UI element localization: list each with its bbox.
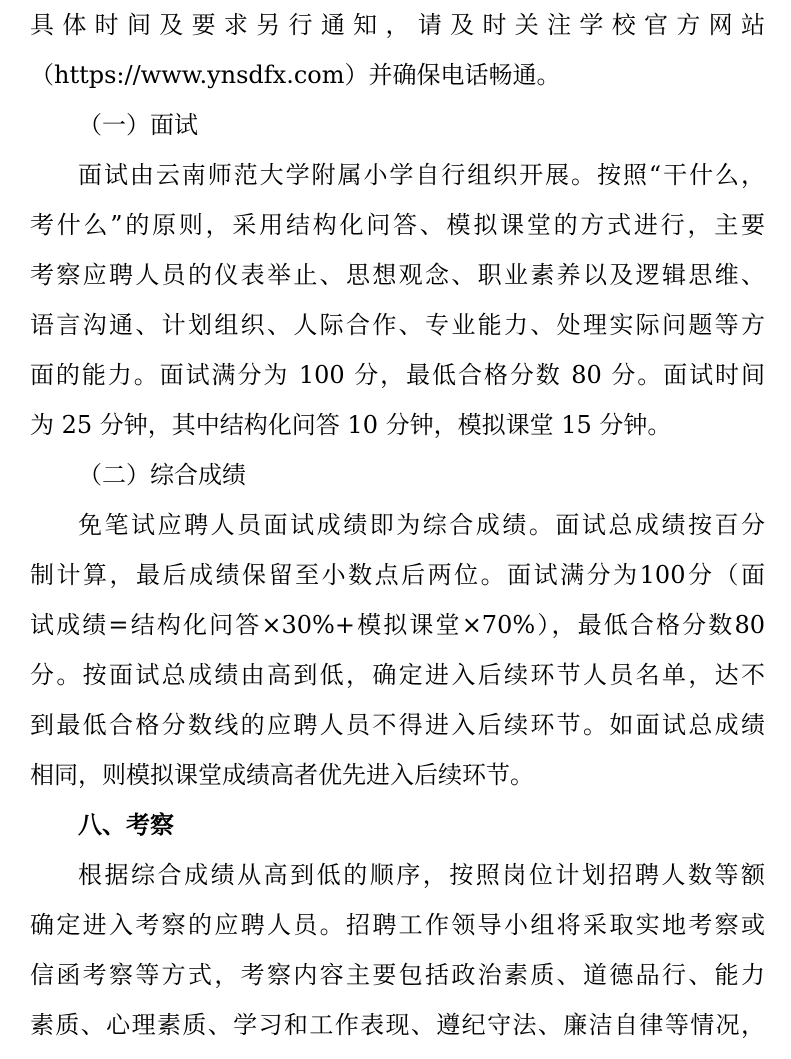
paragraph-text: 信函考察等方式，考察内容主要包括政治素质、道德品行、能力 <box>30 961 765 989</box>
heading-text: 八、考察 <box>78 810 174 839</box>
text-line-18 <box>30 850 765 900</box>
paragraph-text: 到最低合格分数线的应聘人员不得进入后续环节。如面试总成绩 <box>30 711 765 739</box>
text-line-13 <box>30 600 765 650</box>
heading-text: （二）综合成绩 <box>78 461 246 489</box>
text-line-6 <box>30 250 765 300</box>
text-line-19 <box>30 900 765 950</box>
paragraph-text: 分。按面试总成绩由高到低，确定进入后续环节人员名单，达不 <box>30 661 765 689</box>
text-line-15 <box>30 700 765 750</box>
paragraph-text: 免笔试应聘人员面试成绩即为综合成绩。面试总成绩按百分 <box>78 511 765 539</box>
paragraph-text: 面的能力。面试满分为 100 分，最低合格分数 80 分。面试时间 <box>30 361 765 389</box>
heading-text: （一）面试 <box>78 111 198 139</box>
paragraph-text: 具体时间及要求另行通知，请及时关注学校官方网站 <box>30 11 765 39</box>
paragraph-text: 根据综合成绩从高到低的顺序，按照岗位计划招聘人数等额 <box>78 861 765 889</box>
text-line-2 <box>30 50 765 100</box>
text-line-8 <box>30 350 765 400</box>
text-line-16 <box>30 750 765 800</box>
text-line-14 <box>30 650 765 700</box>
section-heading-overall-score <box>30 450 765 500</box>
paragraph-text: 为 25 分钟，其中结构化问答 10 分钟，模拟课堂 15 分钟。 <box>30 411 672 439</box>
paragraph-text: （https://www.ynsdfx.com）并确保电话畅通。 <box>30 61 561 89</box>
text-line-11 <box>30 500 765 550</box>
document-page <box>30 0 765 1050</box>
paragraph-text: 相同，则模拟课堂成绩高者优先进入后续环节。 <box>30 761 534 789</box>
section-heading-interview <box>30 100 765 150</box>
text-line-4 <box>30 150 765 200</box>
paragraph-text: 考什么”的原则，采用结构化问答、模拟课堂的方式进行，主要 <box>30 211 765 239</box>
text-line-20 <box>30 950 765 1000</box>
text-line-5 <box>30 200 765 250</box>
paragraph-text: 考察应聘人员的仪表举止、思想观念、职业素养以及逻辑思维、 <box>30 261 765 289</box>
paragraph-text: 素质、心理素质、学习和工作表现、遵纪守法、廉洁自律等情况， <box>30 1011 765 1039</box>
text-line-9 <box>30 400 765 450</box>
section-heading-inspection <box>30 800 765 850</box>
text-line-21 <box>30 1000 765 1050</box>
text-line-12 <box>30 550 765 600</box>
paragraph-text: 制计算，最后成绩保留至小数点后两位。面试满分为100分（面 <box>30 561 765 589</box>
text-line-7 <box>30 300 765 350</box>
paragraph-text: 确定进入考察的应聘人员。招聘工作领导小组将采取实地考察或 <box>30 911 765 939</box>
paragraph-text: 语言沟通、计划组织、人际合作、专业能力、处理实际问题等方 <box>30 311 765 339</box>
paragraph-text: 试成绩=结构化问答×30%+模拟课堂×70%），最低合格分数80 <box>30 611 765 639</box>
text-line-1 <box>30 0 765 50</box>
paragraph-text: 面试由云南师范大学附属小学自行组织开展。按照“干什么， <box>78 161 765 189</box>
